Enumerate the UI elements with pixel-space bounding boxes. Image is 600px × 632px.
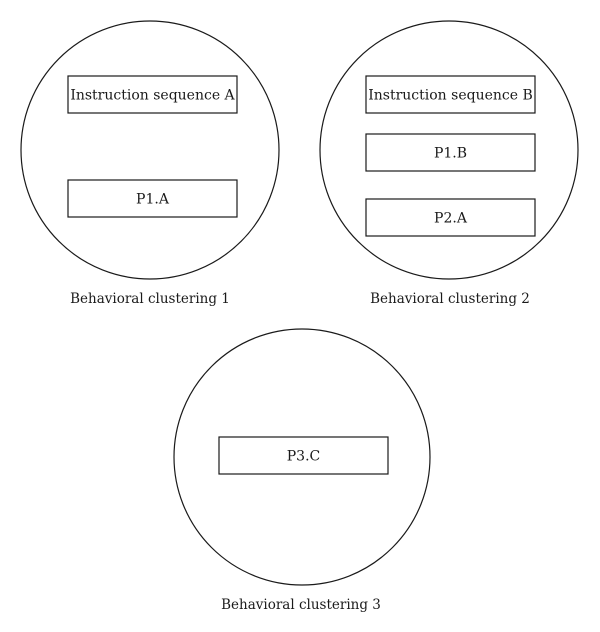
cluster-3 (174, 329, 430, 613)
cluster-3-caption: Behavioral clustering 3 (221, 597, 381, 613)
cluster-1 (21, 21, 279, 307)
cluster-2-box-1-label: Instruction sequence B (368, 87, 533, 104)
cluster-2-caption: Behavioral clustering 2 (370, 291, 530, 307)
cluster-1-caption: Behavioral clustering 1 (70, 291, 230, 307)
cluster-2-box-2-label: P1.B (433, 145, 468, 162)
cluster-1-box-1-label: Instruction sequence A (70, 87, 235, 104)
cluster-1-circle (21, 21, 279, 279)
cluster-1-box-2-label: P1.A (136, 191, 169, 208)
cluster-2-box-3-label: P2.A (434, 210, 467, 227)
cluster-2 (320, 21, 578, 307)
cluster-3-box-1-label: P3.C (286, 448, 321, 465)
